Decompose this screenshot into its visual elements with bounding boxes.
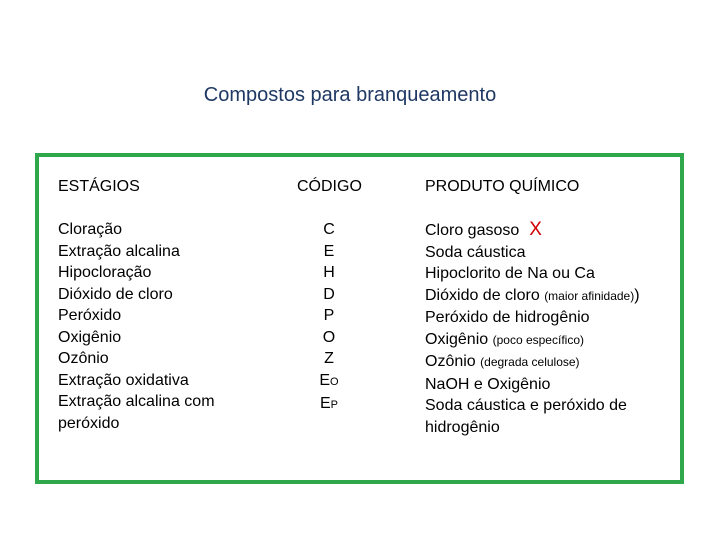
header-product: PRODUTO QUÍMICO xyxy=(425,178,580,195)
code-item: O xyxy=(322,328,336,346)
code-item: Z xyxy=(324,350,334,367)
product-item: Hipoclorito de Na ou Ca xyxy=(425,265,595,282)
stage-item: Extração alcalina com peróxido xyxy=(58,393,215,432)
red-x-mark: X xyxy=(529,219,542,240)
product-item: Soda cáustica e peróxido de hidrogênio xyxy=(425,397,627,436)
code-item: EP xyxy=(319,395,338,412)
compounds-table xyxy=(35,153,684,484)
product-note: (poco específico) xyxy=(492,332,584,347)
stage-item: Cloração xyxy=(58,221,123,238)
product-item: Ozônio (degrada celulose) xyxy=(425,353,580,370)
stage-item: Oxigênio xyxy=(58,328,122,346)
code-subscript: P xyxy=(330,399,338,411)
code-subscript: O xyxy=(330,375,339,388)
header-code: CÓDIGO xyxy=(297,178,362,195)
stage-item: Extração alcalina xyxy=(58,242,180,260)
code-item: D xyxy=(323,285,335,303)
code-item: H xyxy=(323,264,335,281)
header-stages: ESTÁGIOS xyxy=(58,178,140,195)
products-column xyxy=(425,219,685,438)
codes-column xyxy=(304,219,354,417)
product-item: Peróxido de hidrogênio xyxy=(425,309,590,326)
code-item: E xyxy=(323,242,335,260)
product-note: (degrada celulose) xyxy=(480,355,580,369)
code-item: P xyxy=(323,307,335,324)
stage-item: Ozônio xyxy=(58,350,109,367)
product-note: (maior afinidade) xyxy=(544,288,635,303)
page-title: Compostos para branqueamento xyxy=(203,84,497,106)
stage-item: Hipocloração xyxy=(58,264,152,281)
code-item: C xyxy=(323,221,335,238)
product-item: NaOH e Oxigênio xyxy=(425,375,551,393)
product-item: Cloro gasoso X xyxy=(425,219,542,240)
stage-item: Extração oxidativa xyxy=(58,371,189,389)
product-item: Oxigênio (poco específico) xyxy=(425,330,584,348)
stages-column xyxy=(58,219,278,434)
stage-item: Dióxido de cloro xyxy=(58,285,173,303)
product-item: Dióxido de cloro (maior afinidade)) xyxy=(425,286,640,304)
code-item: EO xyxy=(319,371,339,389)
stage-item: Peróxido xyxy=(58,307,122,324)
product-item: Soda cáustica xyxy=(425,243,526,261)
